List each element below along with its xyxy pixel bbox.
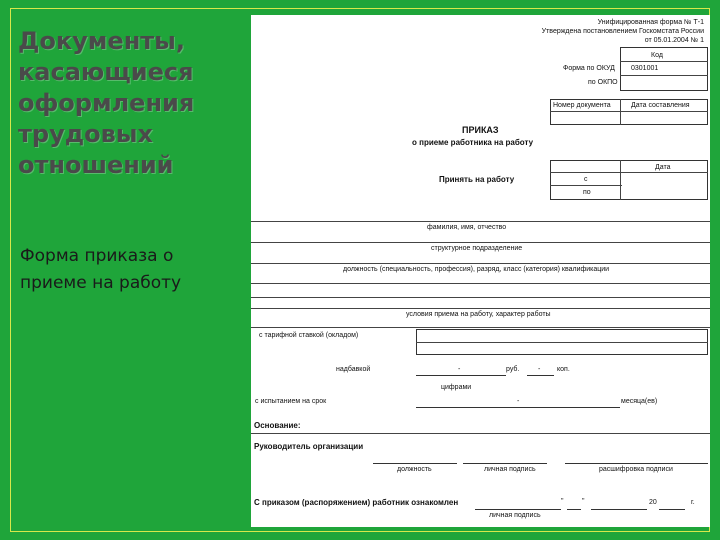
probation-dash: - xyxy=(517,398,520,405)
bonus-rub-line xyxy=(416,375,506,376)
order-title-sub: о приеме работника на работу xyxy=(412,138,534,147)
to-label: по xyxy=(583,189,591,196)
title-line: отношений xyxy=(18,151,174,179)
worker-signature-line xyxy=(475,509,561,510)
head-label: Руководитель организации xyxy=(254,442,364,451)
quote-close: " xyxy=(582,498,585,505)
title-line: оформления xyxy=(18,89,195,117)
basis-label: Основание: xyxy=(254,421,301,430)
hire-label: Принять на работу xyxy=(439,175,515,184)
position-sig-caption: должность xyxy=(397,466,432,473)
code-label: Код xyxy=(651,52,663,59)
tariff-box-divider xyxy=(416,342,708,343)
form-header-line3: от 05.01.2004 № 1 xyxy=(644,37,704,44)
bonus-label: надбавкой xyxy=(336,366,371,373)
kop-label: коп. xyxy=(557,366,570,373)
position-line xyxy=(251,263,710,264)
year-line xyxy=(659,509,685,510)
okud-label: Форма по ОКУД xyxy=(563,65,615,72)
tariff-label: с тарифной ставкой (окладом) xyxy=(259,332,359,339)
slide-subtitle: Форма приказа о приеме на работу xyxy=(20,246,182,293)
rub-label: руб. xyxy=(506,366,520,373)
okud-value: 0301001 xyxy=(631,65,659,72)
date-label: Дата xyxy=(655,164,671,171)
order-title: ПРИКАЗ xyxy=(462,125,499,135)
bonus-kop-line xyxy=(527,375,554,376)
kop-dash: - xyxy=(538,366,541,373)
blank-line xyxy=(251,283,710,284)
head-position-line xyxy=(373,463,457,464)
code-box-divider xyxy=(620,61,708,62)
doc-date-label: Дата составления xyxy=(631,102,690,109)
decoding-caption: расшифровка подписи xyxy=(599,466,673,473)
fio-caption: фамилия, имя, отчество xyxy=(427,224,507,231)
head-decoding-line xyxy=(565,463,708,464)
day-line xyxy=(567,509,581,510)
blank-line xyxy=(251,327,710,328)
probation-label: с испытанием на срок xyxy=(255,398,327,405)
title-line: Документы, xyxy=(18,27,186,55)
blank-line xyxy=(251,297,710,298)
position-caption: должность (специальность, профессия), разряд, класс (категория) квалификации xyxy=(343,266,610,273)
title-line: трудовых xyxy=(18,120,153,148)
acquainted-label: С приказом (распоряжением) работник ознакомлен xyxy=(254,498,459,507)
date-box xyxy=(550,160,708,200)
month-line xyxy=(591,509,647,510)
doc-box-divider xyxy=(550,111,708,112)
dept-line xyxy=(251,242,710,243)
quote-open: " xyxy=(561,498,564,505)
from-label: с xyxy=(584,176,588,183)
date-box-divider xyxy=(620,160,621,200)
digits-caption: цифрами xyxy=(441,384,472,391)
probation-line xyxy=(416,407,620,408)
code-box-divider xyxy=(620,75,708,76)
fio-line xyxy=(251,221,710,222)
head-signature-line xyxy=(463,463,547,464)
year-prefix: 20 xyxy=(649,499,657,506)
dept-caption: структурное подразделение xyxy=(431,245,523,252)
signature-caption: личная подпись xyxy=(484,466,536,473)
doc-box-divider xyxy=(620,99,621,125)
form-header-line1: Унифицированная форма № Т-1 xyxy=(597,19,704,26)
doc-number-label: Номер документа xyxy=(553,102,611,109)
okpo-label: по ОКПО xyxy=(588,79,618,86)
order-form-image xyxy=(251,15,710,527)
conditions-line xyxy=(251,308,710,309)
year-suffix: г. xyxy=(691,499,695,506)
title-line: касающиеся xyxy=(18,58,194,86)
conditions-caption: условия приема на работу, характер работы xyxy=(406,311,551,318)
bonus-dash: - xyxy=(458,366,461,373)
slide-title xyxy=(18,26,228,181)
personal-sig-caption: личная подпись xyxy=(489,512,541,519)
basis-line xyxy=(251,433,710,434)
date-box-divider xyxy=(550,185,622,186)
date-box-divider xyxy=(550,172,708,173)
form-header-line2: Утверждена постановлением Госкомстата России xyxy=(541,28,704,35)
months-label: месяца(ев) xyxy=(621,398,658,405)
